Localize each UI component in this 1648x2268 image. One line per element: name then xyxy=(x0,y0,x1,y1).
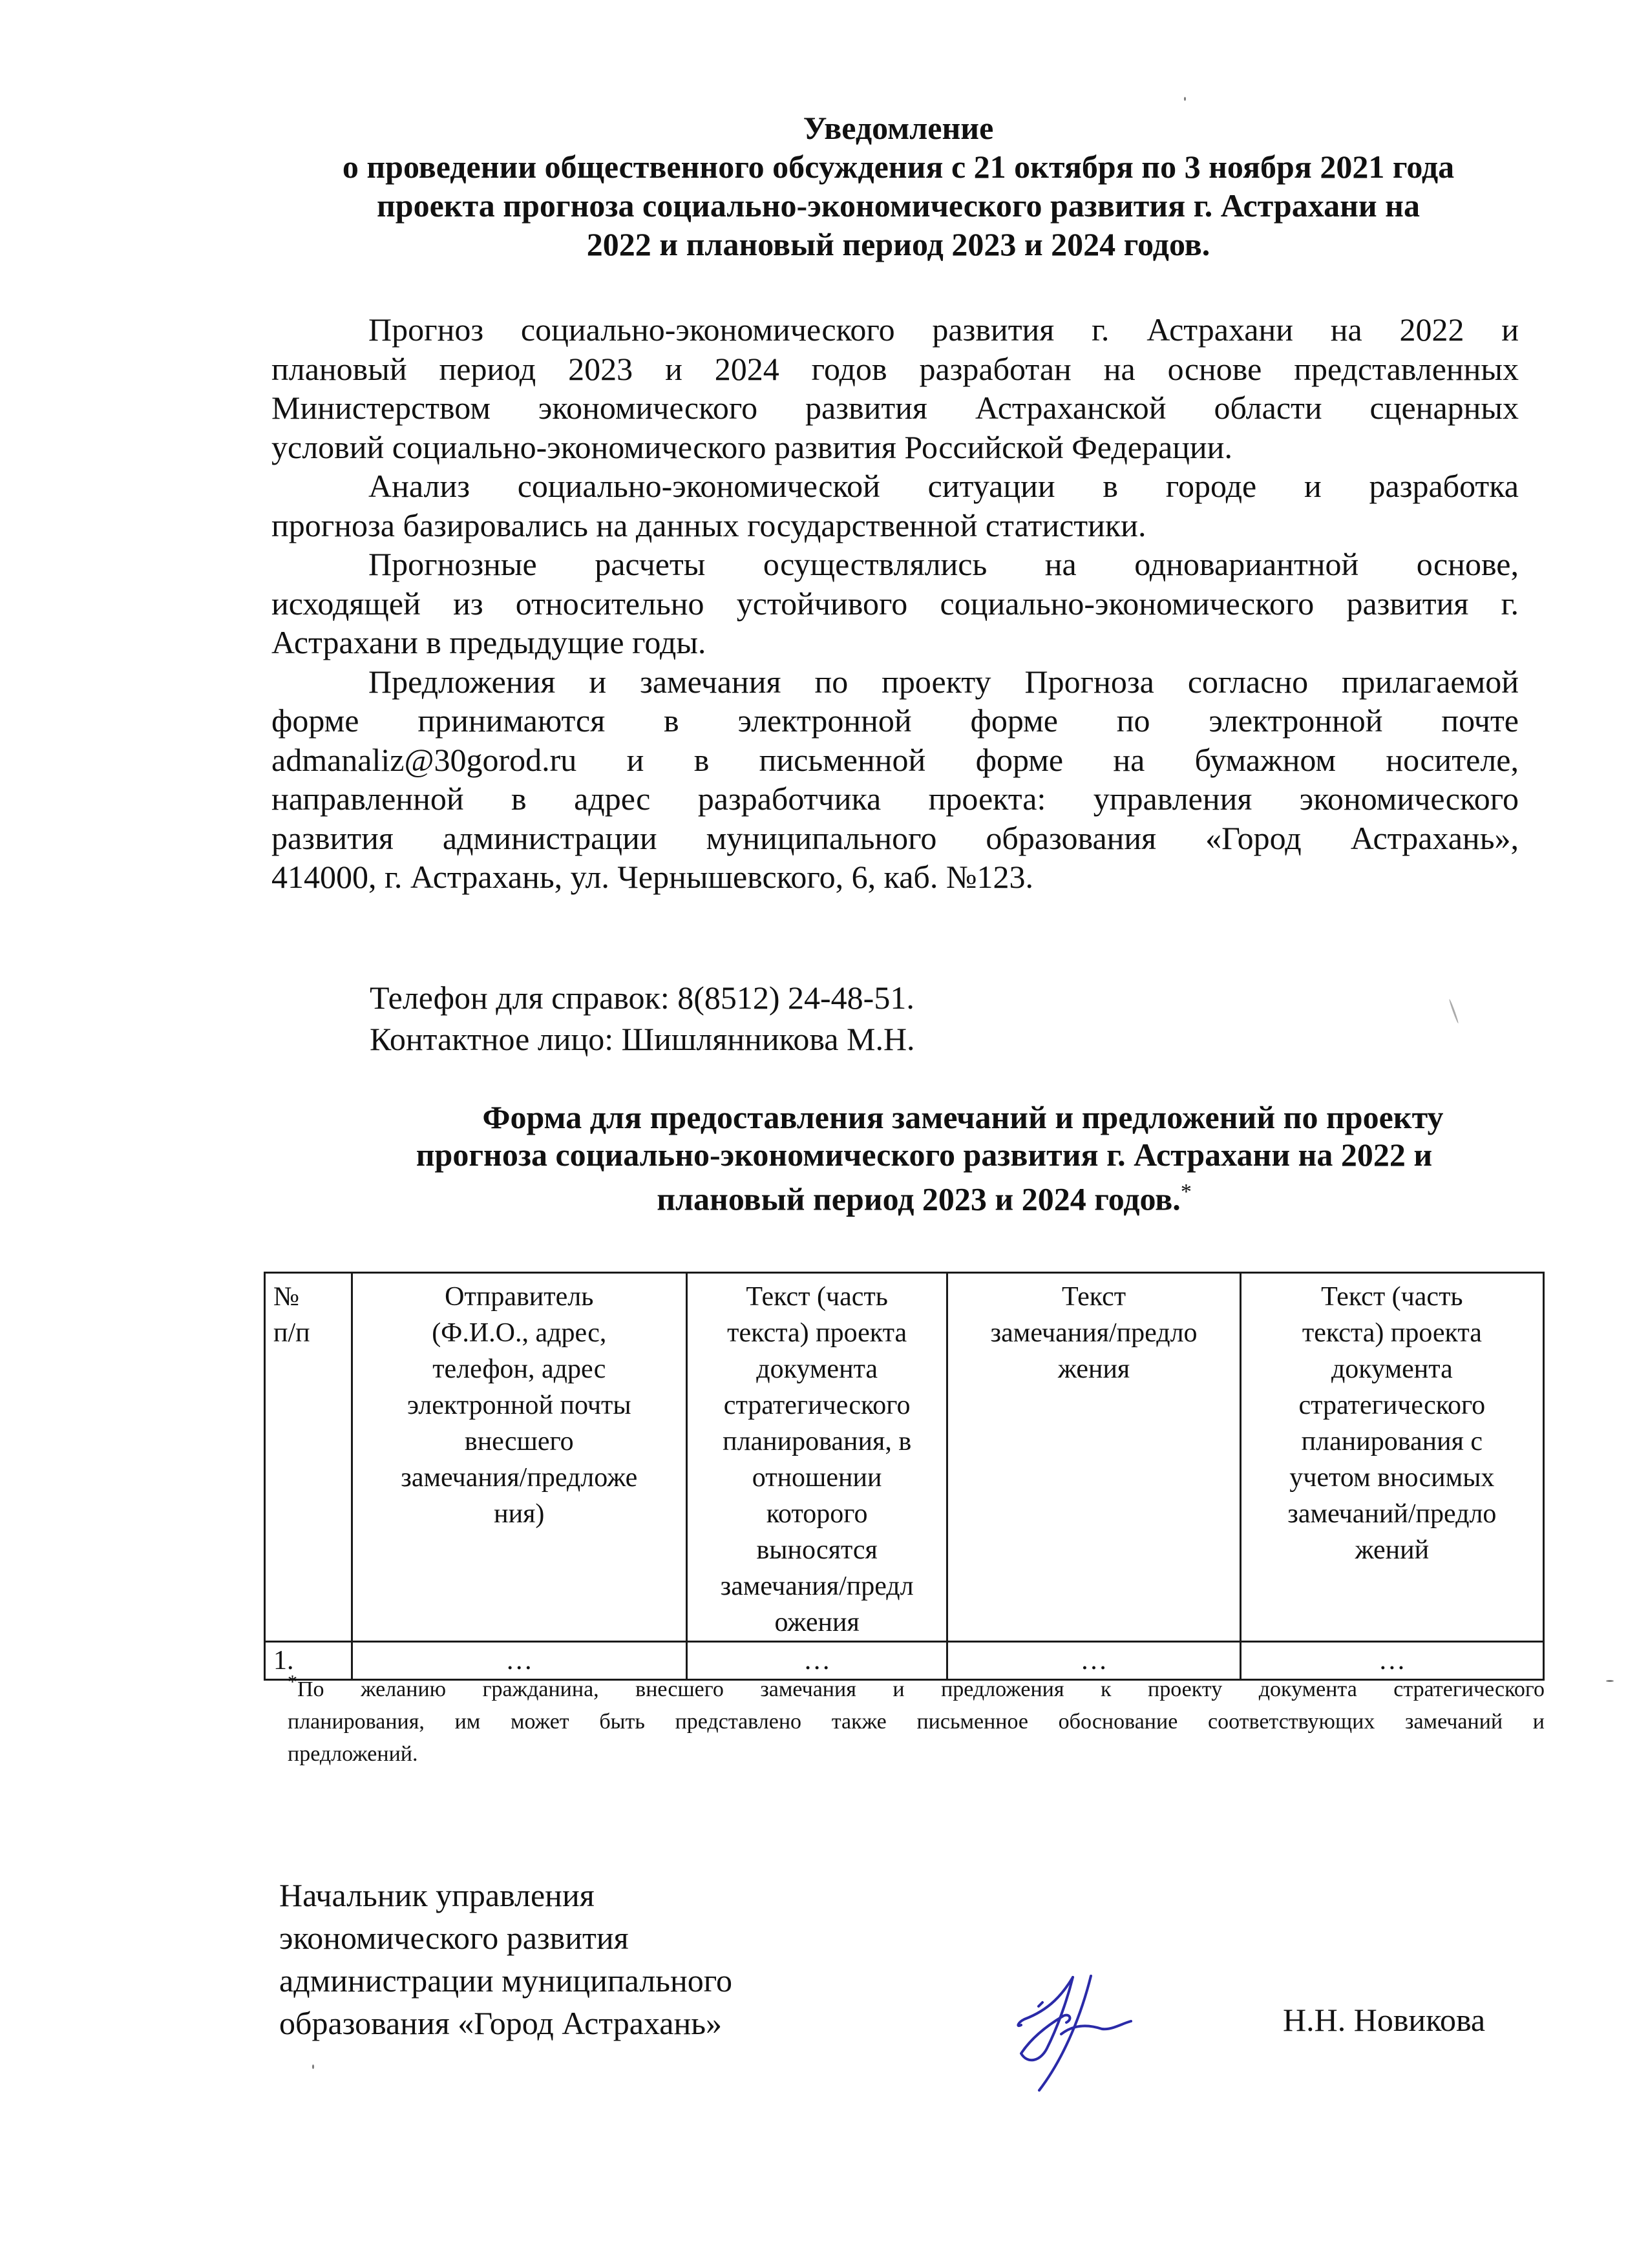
header-line: п/п xyxy=(273,1318,310,1348)
header-line: Текст (часть xyxy=(1321,1282,1463,1312)
notice-title-line: 2022 и плановый период 2023 и 2024 годов. xyxy=(586,226,1210,262)
column-header-comment-text xyxy=(947,1273,1240,1642)
text-line: условий социально-экономического развития Российской Федерации. xyxy=(271,428,1232,465)
text-line: исходящей из относительно устойчивого социально-экономического развития г. xyxy=(271,585,1519,622)
header-line: телефон, адрес xyxy=(432,1354,606,1384)
header-line: документа xyxy=(1331,1354,1453,1384)
position-line: Начальник управления xyxy=(279,1877,595,1913)
header-line: планирования с xyxy=(1301,1427,1483,1456)
signatory-position xyxy=(279,1874,732,2044)
header-line: стратегического xyxy=(723,1391,911,1420)
position-line: администрации муниципального xyxy=(279,1962,733,1999)
form-title-text: плановый период 2023 и 2024 годов. xyxy=(657,1181,1181,1217)
header-line: замечания/предл xyxy=(720,1571,914,1601)
header-line: стратегического xyxy=(1298,1391,1486,1420)
form-title-line: прогноза социально-экономического развития г. Астрахани на 2022 и xyxy=(416,1137,1433,1173)
header-line: планирования, в xyxy=(723,1427,912,1456)
contact-info xyxy=(370,977,915,1060)
form-title xyxy=(310,1098,1538,1218)
header-line: электронной почты xyxy=(407,1391,631,1420)
position-line: экономического развития xyxy=(279,1920,629,1956)
header-line: жений xyxy=(1355,1535,1430,1565)
header-line: Текст xyxy=(1062,1282,1126,1312)
comments-form-table xyxy=(264,1272,1545,1681)
text-line-with-email: admanaliz@30gorod.ru и в письменной форме на бумажном носителе, xyxy=(271,741,1519,778)
header-line: № xyxy=(273,1282,300,1312)
footnote-line: предложений. xyxy=(288,1742,418,1766)
cell-sender: … xyxy=(352,1642,686,1680)
text-line: Астрахани в предыдущие годы. xyxy=(271,624,706,660)
header-line: внесшего xyxy=(464,1427,574,1456)
header-line: замечания/предложе xyxy=(401,1463,638,1493)
column-header-original-text xyxy=(686,1273,947,1642)
footnote-marker: * xyxy=(288,1671,297,1693)
text-line: развития администрации муниципального образования «Город Астрахань», xyxy=(271,819,1519,856)
table-header-row xyxy=(265,1273,1544,1642)
header-line: отношении xyxy=(752,1463,882,1493)
footnote-marker: * xyxy=(1180,1180,1192,1204)
signer-name: Н.Н. Новикова xyxy=(1283,2002,1486,2038)
scan-speck xyxy=(1184,97,1186,101)
cell-comment-text: … xyxy=(947,1642,1240,1680)
header-line: замечания/предло xyxy=(990,1318,1198,1348)
paragraph-calculations xyxy=(271,545,1519,662)
scan-speck xyxy=(312,2064,314,2069)
text-line: прогноза базировались на данных государственной статистики. xyxy=(271,507,1146,543)
handwritten-signature-icon xyxy=(1002,1958,1144,2094)
notice-title-line: проекта прогноза социально-экономического развития г. Астрахани на xyxy=(377,187,1420,224)
header-line: Текст (часть xyxy=(746,1282,888,1312)
header-line: ожения xyxy=(774,1608,860,1637)
footnote-text: По желанию гражданина, внесшего замечания и предложения к проекту документа стратегического xyxy=(297,1677,1545,1701)
cell-number: 1. xyxy=(265,1642,352,1680)
text-line: Прогнозные расчеты осуществлялись на одновариантной основе, xyxy=(368,546,1519,582)
paragraph-submission xyxy=(271,662,1519,897)
header-line: учетом вносимых xyxy=(1289,1463,1495,1493)
text-line: Предложения и замечания по проекту Прогноза согласно прилагаемой xyxy=(368,663,1519,700)
cell-original-text: … xyxy=(686,1642,947,1680)
notice-body xyxy=(271,310,1519,897)
scan-speck xyxy=(1448,999,1459,1024)
notice-title xyxy=(259,109,1538,264)
header-line: которого xyxy=(766,1499,868,1529)
column-header-sender xyxy=(352,1273,686,1642)
paragraph-forecast-basis xyxy=(271,310,1519,467)
text-line: Прогноз социально-экономического развития г. Астрахани на 2022 и xyxy=(368,311,1519,348)
cell-revised-text: … xyxy=(1240,1642,1543,1680)
address-line: 414000, г. Астрахань, ул. Чернышевского, 6, каб. №123. xyxy=(271,859,1034,895)
footnote-line: планирования, им может быть представлено также письменное обоснование соответствующих замечаний и xyxy=(288,1710,1545,1734)
scan-speck xyxy=(1606,1680,1614,1682)
header-line: Отправитель xyxy=(445,1282,594,1312)
form-title-line xyxy=(310,1173,1538,1218)
contact-person-line: Контактное лицо: Шишлянникова М.Н. xyxy=(370,1021,915,1057)
header-line: жения xyxy=(1057,1354,1130,1384)
column-header-number xyxy=(265,1273,352,1642)
text-line: форме принимаются в электронной форме по электронной почте xyxy=(271,702,1519,739)
header-line: текста) проекта xyxy=(727,1318,907,1348)
notice-title-line: о проведении общественного обсуждения с 21 октября по 3 ноября 2021 года xyxy=(342,149,1455,185)
footnote-line xyxy=(288,1671,1545,1706)
header-line: текста) проекта xyxy=(1302,1318,1482,1348)
header-line: замечаний/предло xyxy=(1287,1499,1497,1529)
phone-line: Телефон для справок: 8(8512) 24-48-51. xyxy=(370,980,914,1016)
paragraph-analysis xyxy=(271,467,1519,545)
position-line: образования «Город Астрахань» xyxy=(279,2005,723,2041)
header-line: выносятся xyxy=(756,1535,878,1565)
header-line: (Ф.И.О., адрес, xyxy=(432,1318,607,1348)
notice-title-line: Уведомление xyxy=(803,110,994,146)
header-line: ния) xyxy=(494,1499,545,1529)
text-line: направленной в адрес разработчика проекта: управления экономического xyxy=(271,781,1519,817)
column-header-revised-text xyxy=(1240,1273,1543,1642)
form-title-line: Форма для предоставления замечаний и предложений по проекту xyxy=(482,1099,1444,1135)
text-line: плановый период 2023 и 2024 годов разработан на основе представленных xyxy=(271,350,1519,387)
header-line: документа xyxy=(756,1354,878,1384)
text-line: Анализ социально-экономической ситуации в городе и разработка xyxy=(368,468,1519,504)
footnote xyxy=(288,1671,1545,1770)
text-line: Министерством экономического развития Астраханской области сценарных xyxy=(271,390,1519,426)
